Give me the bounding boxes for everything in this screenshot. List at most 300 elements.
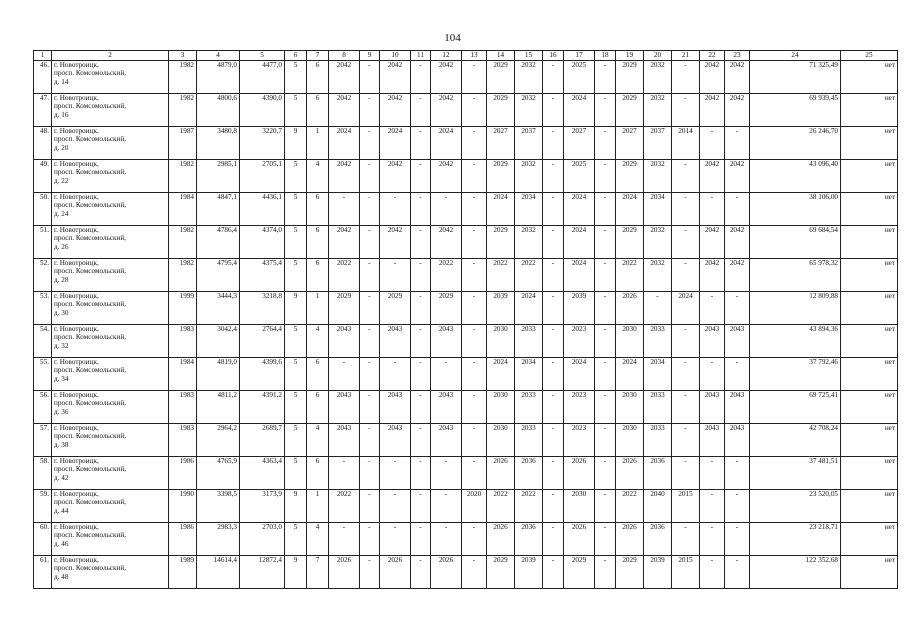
cell-col-22: 2043 xyxy=(700,424,725,457)
cell-col-10: 2042 xyxy=(380,94,411,127)
address-cell xyxy=(52,391,169,424)
cell-col-8: 2026 xyxy=(329,556,360,589)
cell-col-6: 5 xyxy=(285,325,307,358)
cell-col-7: 6 xyxy=(307,259,329,292)
cell-col-14: 2027 xyxy=(487,127,515,160)
cell-col-19: 2030 xyxy=(616,325,644,358)
cell-col-10: 2029 xyxy=(380,292,411,325)
cell-col-4: 3398,5 xyxy=(197,490,240,523)
cell-col-18: - xyxy=(595,160,616,193)
cell-col-16: - xyxy=(543,325,564,358)
address-cell xyxy=(52,556,169,589)
cell-col-4: 4847,1 xyxy=(197,193,240,226)
cell-col-25: нет xyxy=(841,193,898,226)
cell-col-20: 2036 xyxy=(644,457,672,490)
address-line: г. Новотроицк, xyxy=(54,127,99,135)
cell-col-6: 5 xyxy=(285,358,307,391)
cell-col-20: - xyxy=(644,292,672,325)
cell-col-19: 2029 xyxy=(616,556,644,589)
cell-col-25: нет xyxy=(841,424,898,457)
cell-col-12: - xyxy=(431,457,462,490)
cell-col-10: - xyxy=(380,358,411,391)
cell-col-7: 4 xyxy=(307,160,329,193)
cell-col-8: 2024 xyxy=(329,127,360,160)
cell-col-19: 2026 xyxy=(616,457,644,490)
cell-col-16: - xyxy=(543,127,564,160)
cell-col-17: 2023 xyxy=(564,391,595,424)
cell-col-13: - xyxy=(462,358,487,391)
address-line: просп. Комсомольский, xyxy=(54,333,127,342)
address-line: просп. Комсомольский, xyxy=(54,432,127,441)
address-line: г. Новотроицк, xyxy=(54,391,99,399)
cell-col-12: 2026 xyxy=(431,556,462,589)
cell-col-16: - xyxy=(543,358,564,391)
column-header: 13 xyxy=(462,51,487,61)
cell-col-14: 2030 xyxy=(487,424,515,457)
table-body xyxy=(34,61,898,589)
cell-col-4: 4811,2 xyxy=(197,391,240,424)
cell-col-4: 4786,4 xyxy=(197,226,240,259)
cell-col-22: 2042 xyxy=(700,61,725,94)
cell-col-24: 69 684,54 xyxy=(750,226,841,259)
cell-col-25: нет xyxy=(841,523,898,556)
cell-col-5: 4399,6 xyxy=(240,358,285,391)
cell-col-15: 2022 xyxy=(515,490,543,523)
cell-col-13: - xyxy=(462,160,487,193)
cell-col-21: - xyxy=(672,226,700,259)
cell-col-4: 4765,9 xyxy=(197,457,240,490)
cell-col-19: 2029 xyxy=(616,226,644,259)
address-line: просп. Комсомольский, xyxy=(54,465,127,474)
cell-col-25: нет xyxy=(841,391,898,424)
cell-col-14: 2029 xyxy=(487,160,515,193)
cell-col-25: нет xyxy=(841,127,898,160)
cell-col-5: 2764,4 xyxy=(240,325,285,358)
cell-col-11: - xyxy=(411,94,431,127)
row-number: 59. xyxy=(34,490,52,523)
cell-col-22: - xyxy=(700,457,725,490)
cell-col-10: 2026 xyxy=(380,556,411,589)
cell-col-9: - xyxy=(360,457,380,490)
cell-col-8: 2042 xyxy=(329,61,360,94)
cell-col-16: - xyxy=(543,490,564,523)
cell-col-8: 2022 xyxy=(329,490,360,523)
address-line: д. 20 xyxy=(54,143,69,152)
cell-col-3: 1990 xyxy=(169,490,197,523)
cell-col-16: - xyxy=(543,556,564,589)
cell-col-25: нет xyxy=(841,556,898,589)
table-row xyxy=(34,226,898,259)
address-line: просп. Комсомольский, xyxy=(54,267,127,276)
cell-col-10: 2043 xyxy=(380,424,411,457)
cell-col-24: 43 096,40 xyxy=(750,160,841,193)
cell-col-24: 69 939,45 xyxy=(750,94,841,127)
column-header: 21 xyxy=(672,51,700,61)
address-line: г. Новотроицк, xyxy=(54,556,99,564)
cell-col-13: - xyxy=(462,127,487,160)
address-cell xyxy=(52,325,169,358)
cell-col-12: - xyxy=(431,358,462,391)
cell-col-17: 2030 xyxy=(564,490,595,523)
cell-col-16: - xyxy=(543,94,564,127)
cell-col-13: - xyxy=(462,325,487,358)
cell-col-19: 2024 xyxy=(616,193,644,226)
cell-col-17: 2026 xyxy=(564,457,595,490)
cell-col-14: 2029 xyxy=(487,226,515,259)
cell-col-11: - xyxy=(411,457,431,490)
cell-col-12: - xyxy=(431,490,462,523)
cell-col-13: - xyxy=(462,292,487,325)
cell-col-5: 2705,1 xyxy=(240,160,285,193)
column-header: 12 xyxy=(431,51,462,61)
cell-col-19: 2026 xyxy=(616,292,644,325)
cell-col-11: - xyxy=(411,523,431,556)
cell-col-10: 2043 xyxy=(380,391,411,424)
cell-col-21: - xyxy=(672,259,700,292)
table-row xyxy=(34,292,898,325)
row-number: 52. xyxy=(34,259,52,292)
cell-col-23: - xyxy=(725,193,750,226)
cell-col-23: - xyxy=(725,292,750,325)
cell-col-5: 12872,4 xyxy=(240,556,285,589)
cell-col-17: 2023 xyxy=(564,424,595,457)
cell-col-8: 2029 xyxy=(329,292,360,325)
cell-col-9: - xyxy=(360,259,380,292)
cell-col-23: 2043 xyxy=(725,424,750,457)
cell-col-8: 2042 xyxy=(329,160,360,193)
cell-col-21: - xyxy=(672,325,700,358)
cell-col-9: - xyxy=(360,160,380,193)
address-line: д. 22 xyxy=(54,176,69,185)
address-cell xyxy=(52,160,169,193)
cell-col-7: 6 xyxy=(307,61,329,94)
column-header: 16 xyxy=(543,51,564,61)
cell-col-11: - xyxy=(411,127,431,160)
table-row xyxy=(34,325,898,358)
cell-col-12: - xyxy=(431,523,462,556)
cell-col-5: 3218,8 xyxy=(240,292,285,325)
address-cell xyxy=(52,127,169,160)
address-cell xyxy=(52,292,169,325)
cell-col-23: - xyxy=(725,127,750,160)
cell-col-6: 5 xyxy=(285,226,307,259)
cell-col-12: 2024 xyxy=(431,127,462,160)
cell-col-6: 9 xyxy=(285,292,307,325)
cell-col-9: - xyxy=(360,424,380,457)
cell-col-19: 2026 xyxy=(616,523,644,556)
cell-col-15: 2039 xyxy=(515,556,543,589)
cell-col-19: 2029 xyxy=(616,61,644,94)
cell-col-24: 71 325,49 xyxy=(750,61,841,94)
cell-col-21: - xyxy=(672,424,700,457)
cell-col-17: 2026 xyxy=(564,523,595,556)
row-number: 50. xyxy=(34,193,52,226)
table-row xyxy=(34,160,898,193)
address-cell xyxy=(52,61,169,94)
cell-col-24: 65 978,32 xyxy=(750,259,841,292)
cell-col-25: нет xyxy=(841,94,898,127)
cell-col-11: - xyxy=(411,490,431,523)
cell-col-22: - xyxy=(700,556,725,589)
address-line: г. Новотроицк, xyxy=(54,259,99,267)
cell-col-8: - xyxy=(329,358,360,391)
address-line: просп. Комсомольский, xyxy=(54,300,127,309)
cell-col-19: 2022 xyxy=(616,490,644,523)
cell-col-16: - xyxy=(543,391,564,424)
cell-col-12: 2042 xyxy=(431,94,462,127)
address-line: г. Новотроицк, xyxy=(54,226,99,234)
address-line: г. Новотроицк, xyxy=(54,490,99,498)
cell-col-20: 2037 xyxy=(644,127,672,160)
address-line: г. Новотроицк, xyxy=(54,457,99,465)
cell-col-25: нет xyxy=(841,325,898,358)
cell-col-15: 2033 xyxy=(515,391,543,424)
column-header: 23 xyxy=(725,51,750,61)
page-number: 104 xyxy=(444,32,461,44)
cell-col-7: 6 xyxy=(307,358,329,391)
address-cell xyxy=(52,523,169,556)
row-number: 48. xyxy=(34,127,52,160)
cell-col-13: - xyxy=(462,556,487,589)
cell-col-12: 2022 xyxy=(431,259,462,292)
cell-col-7: 6 xyxy=(307,391,329,424)
cell-col-18: - xyxy=(595,226,616,259)
cell-col-17: 2024 xyxy=(564,94,595,127)
address-line: просп. Комсомольский, xyxy=(54,498,127,507)
cell-col-22: 2042 xyxy=(700,160,725,193)
cell-col-22: - xyxy=(700,292,725,325)
cell-col-14: 2039 xyxy=(487,292,515,325)
cell-col-20: 2033 xyxy=(644,325,672,358)
cell-col-16: - xyxy=(543,193,564,226)
cell-col-13: - xyxy=(462,523,487,556)
cell-col-7: 4 xyxy=(307,325,329,358)
cell-col-14: 2029 xyxy=(487,94,515,127)
cell-col-20: 2033 xyxy=(644,424,672,457)
cell-col-14: 2030 xyxy=(487,391,515,424)
cell-col-24: 42 708,24 xyxy=(750,424,841,457)
cell-col-7: 4 xyxy=(307,424,329,457)
address-line: д. 30 xyxy=(54,308,69,317)
cell-col-8: - xyxy=(329,523,360,556)
cell-col-15: 2033 xyxy=(515,325,543,358)
cell-col-24: 12 809,88 xyxy=(750,292,841,325)
cell-col-9: - xyxy=(360,490,380,523)
cell-col-4: 3444,3 xyxy=(197,292,240,325)
cell-col-14: 2024 xyxy=(487,358,515,391)
cell-col-14: 2030 xyxy=(487,325,515,358)
cell-col-9: - xyxy=(360,556,380,589)
cell-col-17: 2039 xyxy=(564,292,595,325)
address-line: д. 42 xyxy=(54,473,69,482)
cell-col-11: - xyxy=(411,160,431,193)
cell-col-14: 2029 xyxy=(487,556,515,589)
cell-col-21: - xyxy=(672,94,700,127)
cell-col-6: 5 xyxy=(285,523,307,556)
cell-col-9: - xyxy=(360,127,380,160)
cell-col-25: нет xyxy=(841,292,898,325)
cell-col-3: 1982 xyxy=(169,160,197,193)
column-header: 10 xyxy=(380,51,411,61)
cell-col-17: 2029 xyxy=(564,556,595,589)
table-row xyxy=(34,94,898,127)
cell-col-12: 2043 xyxy=(431,424,462,457)
cell-col-9: - xyxy=(360,193,380,226)
address-line: просп. Комсомольский, xyxy=(54,102,127,111)
cell-col-21: - xyxy=(672,160,700,193)
cell-col-25: нет xyxy=(841,259,898,292)
cell-col-4: 2983,3 xyxy=(197,523,240,556)
cell-col-22: 2042 xyxy=(700,259,725,292)
cell-col-12: 2042 xyxy=(431,61,462,94)
cell-col-21: - xyxy=(672,457,700,490)
cell-col-20: 2039 xyxy=(644,556,672,589)
cell-col-3: 1986 xyxy=(169,523,197,556)
address-line: д. 28 xyxy=(54,275,69,284)
cell-col-16: - xyxy=(543,457,564,490)
table-row xyxy=(34,424,898,457)
cell-col-6: 5 xyxy=(285,259,307,292)
cell-col-15: 2032 xyxy=(515,160,543,193)
cell-col-10: - xyxy=(380,259,411,292)
address-line: д. 16 xyxy=(54,110,69,119)
cell-col-23: 2042 xyxy=(725,61,750,94)
cell-col-6: 9 xyxy=(285,490,307,523)
cell-col-3: 1983 xyxy=(169,391,197,424)
cell-col-8: - xyxy=(329,457,360,490)
cell-col-20: 2036 xyxy=(644,523,672,556)
cell-col-4: 4800,6 xyxy=(197,94,240,127)
cell-col-6: 5 xyxy=(285,160,307,193)
cell-col-4: 4819,0 xyxy=(197,358,240,391)
address-line: г. Новотроицк, xyxy=(54,61,99,69)
cell-col-24: 23 520,05 xyxy=(750,490,841,523)
address-line: просп. Комсомольский, xyxy=(54,399,127,408)
cell-col-9: - xyxy=(360,358,380,391)
cell-col-7: 1 xyxy=(307,292,329,325)
column-header: 14 xyxy=(487,51,515,61)
address-line: д. 32 xyxy=(54,341,69,350)
column-header: 20 xyxy=(644,51,672,61)
cell-col-3: 1999 xyxy=(169,292,197,325)
address-line: просп. Комсомольский, xyxy=(54,234,127,243)
cell-col-21: - xyxy=(672,61,700,94)
cell-col-9: - xyxy=(360,325,380,358)
cell-col-24: 43 894,36 xyxy=(750,325,841,358)
cell-col-25: нет xyxy=(841,490,898,523)
table-row xyxy=(34,457,898,490)
cell-col-3: 1984 xyxy=(169,193,197,226)
address-line: д. 38 xyxy=(54,440,69,449)
cell-col-22: - xyxy=(700,490,725,523)
cell-col-21: 2024 xyxy=(672,292,700,325)
cell-col-18: - xyxy=(595,457,616,490)
cell-col-25: нет xyxy=(841,226,898,259)
cell-col-17: 2024 xyxy=(564,226,595,259)
address-line: д. 26 xyxy=(54,242,69,251)
address-cell xyxy=(52,424,169,457)
cell-col-14: 2024 xyxy=(487,193,515,226)
cell-col-11: - xyxy=(411,556,431,589)
column-header: 22 xyxy=(700,51,725,61)
cell-col-5: 3173,9 xyxy=(240,490,285,523)
column-header: 17 xyxy=(564,51,595,61)
cell-col-3: 1982 xyxy=(169,61,197,94)
cell-col-3: 1983 xyxy=(169,325,197,358)
cell-col-16: - xyxy=(543,424,564,457)
address-cell xyxy=(52,358,169,391)
address-line: просп. Комсомольский, xyxy=(54,201,127,210)
address-cell xyxy=(52,226,169,259)
cell-col-13: - xyxy=(462,94,487,127)
cell-col-5: 2703,0 xyxy=(240,523,285,556)
address-line: г. Новотроицк, xyxy=(54,94,99,102)
column-header: 25 xyxy=(841,51,898,61)
cell-col-8: 2043 xyxy=(329,391,360,424)
cell-col-5: 4363,4 xyxy=(240,457,285,490)
cell-col-22: - xyxy=(700,523,725,556)
cell-col-10: - xyxy=(380,490,411,523)
cell-col-14: 2026 xyxy=(487,523,515,556)
cell-col-11: - xyxy=(411,226,431,259)
cell-col-6: 5 xyxy=(285,424,307,457)
column-header: 2 xyxy=(52,51,169,61)
cell-col-4: 3480,8 xyxy=(197,127,240,160)
cell-col-8: 2042 xyxy=(329,94,360,127)
header-row xyxy=(34,51,898,61)
address-line: просп. Комсомольский, xyxy=(54,564,127,573)
cell-col-9: - xyxy=(360,292,380,325)
cell-col-16: - xyxy=(543,292,564,325)
cell-col-9: - xyxy=(360,94,380,127)
cell-col-7: 6 xyxy=(307,226,329,259)
cell-col-4: 2964,2 xyxy=(197,424,240,457)
cell-col-18: - xyxy=(595,259,616,292)
address-line: г. Новотроицк, xyxy=(54,424,99,432)
address-line: г. Новотроицк, xyxy=(54,160,99,168)
cell-col-7: 6 xyxy=(307,94,329,127)
cell-col-19: 2030 xyxy=(616,391,644,424)
cell-col-19: 2029 xyxy=(616,94,644,127)
cell-col-15: 2036 xyxy=(515,523,543,556)
cell-col-23: 2042 xyxy=(725,259,750,292)
cell-col-12: 2042 xyxy=(431,226,462,259)
cell-col-7: 1 xyxy=(307,127,329,160)
cell-col-24: 23 218,71 xyxy=(750,523,841,556)
cell-col-13: - xyxy=(462,61,487,94)
cell-col-19: 2030 xyxy=(616,424,644,457)
cell-col-24: 122 352,68 xyxy=(750,556,841,589)
cell-col-18: - xyxy=(595,391,616,424)
cell-col-15: 2034 xyxy=(515,358,543,391)
table-row xyxy=(34,490,898,523)
row-number: 49. xyxy=(34,160,52,193)
cell-col-17: 2024 xyxy=(564,358,595,391)
cell-col-7: 4 xyxy=(307,523,329,556)
cell-col-10: - xyxy=(380,193,411,226)
cell-col-15: 2032 xyxy=(515,226,543,259)
cell-col-23: 2043 xyxy=(725,391,750,424)
cell-col-11: - xyxy=(411,358,431,391)
cell-col-23: - xyxy=(725,556,750,589)
cell-col-11: - xyxy=(411,259,431,292)
cell-col-5: 4477,0 xyxy=(240,61,285,94)
cell-col-11: - xyxy=(411,292,431,325)
cell-col-5: 3220,7 xyxy=(240,127,285,160)
address-line: д. 34 xyxy=(54,374,69,383)
cell-col-8: - xyxy=(329,193,360,226)
cell-col-19: 2022 xyxy=(616,259,644,292)
